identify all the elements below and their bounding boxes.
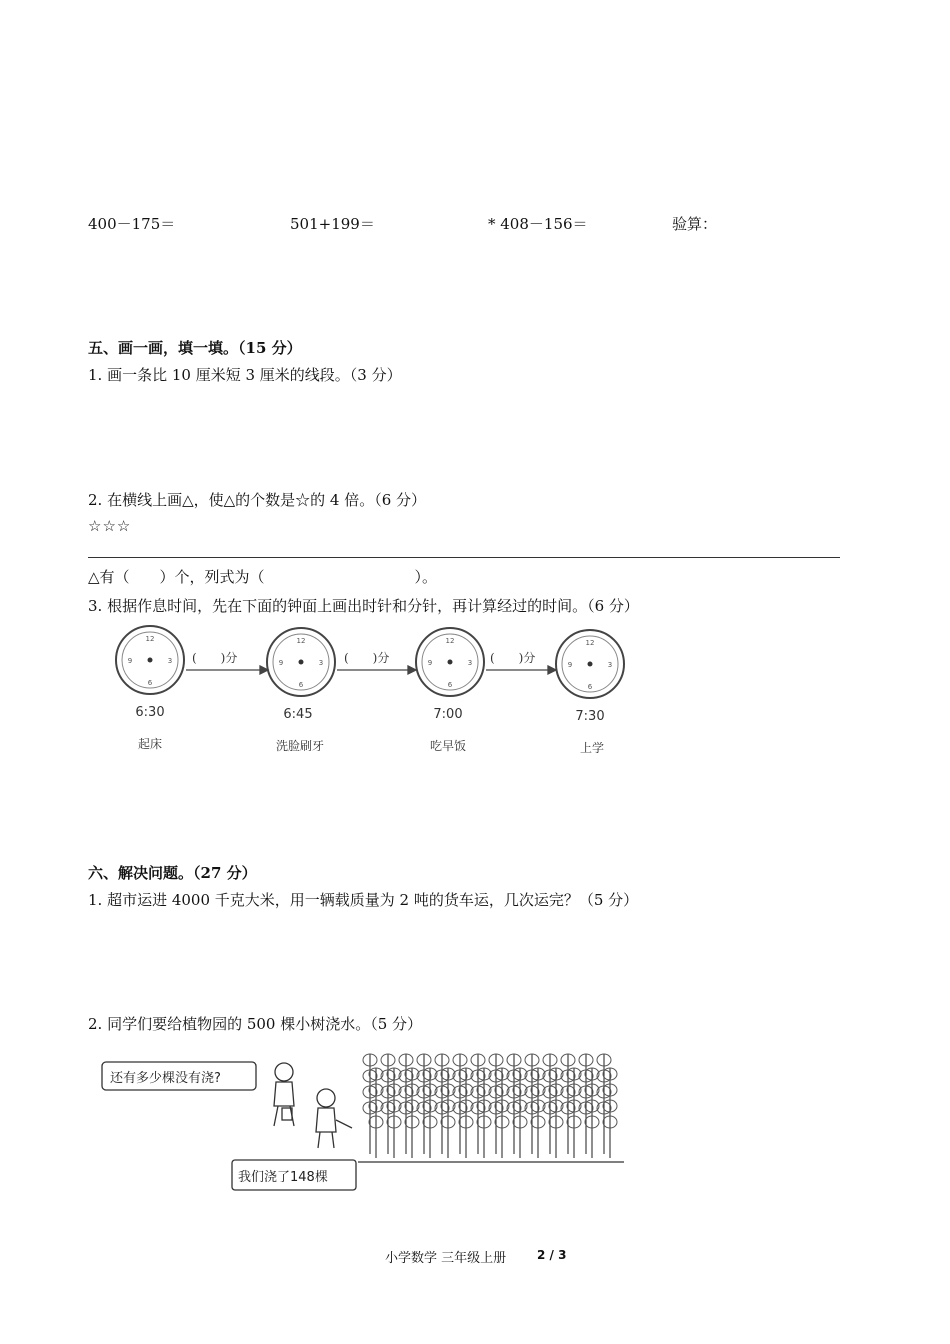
svg-text:3: 3: [467, 659, 473, 667]
svg-text:6: 6: [147, 679, 153, 687]
section-5-question-3: 3. 根据作息时间，先在下面的钟面上画出时针和分针，再计算经过的时间。（6 分）: [88, 597, 639, 615]
svg-text:3: 3: [167, 657, 173, 665]
arrow-label-1: ( )分: [192, 651, 238, 665]
section-6-question-1: 1. 超市运进 4000 千克大米，用一辆载质量为 2 吨的货车运，几次运完？（5 分）: [88, 891, 639, 909]
section-5-heading: 五、画一画，填一填。（15 分）: [88, 339, 302, 357]
bubble-1-text: 还有多少棵没有浇?: [110, 1071, 221, 1086]
arrow-label-3: ( )分: [490, 651, 536, 665]
svg-text:9: 9: [127, 657, 133, 665]
tree-rows: [363, 1054, 617, 1158]
arrow-label-2: ( )分: [344, 651, 390, 665]
section-5-question-1: 1. 画一条比 10 厘米短 3 厘米的线段。（3 分）: [88, 366, 402, 384]
check-label: 验算：: [672, 215, 718, 233]
speech-bubble-1: [102, 1062, 256, 1090]
section-6-heading: 六、解决问题。（27 分）: [88, 864, 257, 882]
svg-text:9: 9: [278, 659, 284, 667]
svg-text:6: 6: [447, 681, 453, 689]
tree: [363, 1054, 377, 1154]
speech-bubble-2: [232, 1160, 356, 1190]
section-5-question-2: 2. 在横线上画△，使△的个数是☆的 4 倍。（6 分）: [88, 491, 427, 509]
clock-schedule-svg: [88, 618, 648, 768]
calc-expr-3: * 408－156＝: [488, 215, 588, 233]
clock-schedule-figure: [88, 618, 648, 768]
clock-time-1: 6:30: [135, 705, 165, 720]
tree-watering-svg: [88, 1046, 624, 1206]
svg-text:9: 9: [427, 659, 433, 667]
svg-text:12: 12: [145, 635, 155, 643]
tree-watering-figure: [88, 1046, 624, 1206]
clock-time-3: 7:00: [433, 707, 463, 722]
svg-text:3: 3: [318, 659, 324, 667]
svg-text:12: 12: [296, 637, 306, 645]
clock-label-1: 起床: [137, 737, 163, 751]
clock-label-3: 吃早饭: [429, 739, 467, 753]
section-6-question-2: 2. 同学们要给植物园的 500 棵小树浇水。（5 分）: [88, 1015, 423, 1033]
svg-text:9: 9: [567, 661, 573, 669]
svg-text:12: 12: [445, 637, 455, 645]
answer-line: [88, 557, 840, 558]
child-figure-1: [274, 1063, 294, 1126]
bubble-2-text: 我们浇了148棵: [238, 1170, 328, 1185]
child-figure-2: [316, 1089, 352, 1148]
section-5-question-2-fill: △有（ ）个，列式为（ ）。: [88, 568, 438, 586]
clock-label-2: 洗脸刷牙: [275, 739, 325, 753]
footer-text: 小学数学 三年级上册: [385, 1251, 507, 1266]
calc-expr-2: 501+199＝: [290, 215, 375, 233]
svg-text:3: 3: [607, 661, 613, 669]
clock-time-2: 6:45: [283, 707, 313, 722]
stars-row: ☆☆☆: [88, 517, 132, 535]
clock-label-4: 上学: [579, 741, 605, 755]
calc-expr-1: 400－175＝: [88, 215, 176, 233]
svg-text:6: 6: [298, 681, 304, 689]
page-number: 2 / 3: [537, 1248, 567, 1262]
clock-time-4: 7:30: [575, 709, 605, 724]
svg-text:12: 12: [585, 639, 595, 647]
svg-text:6: 6: [587, 683, 593, 691]
